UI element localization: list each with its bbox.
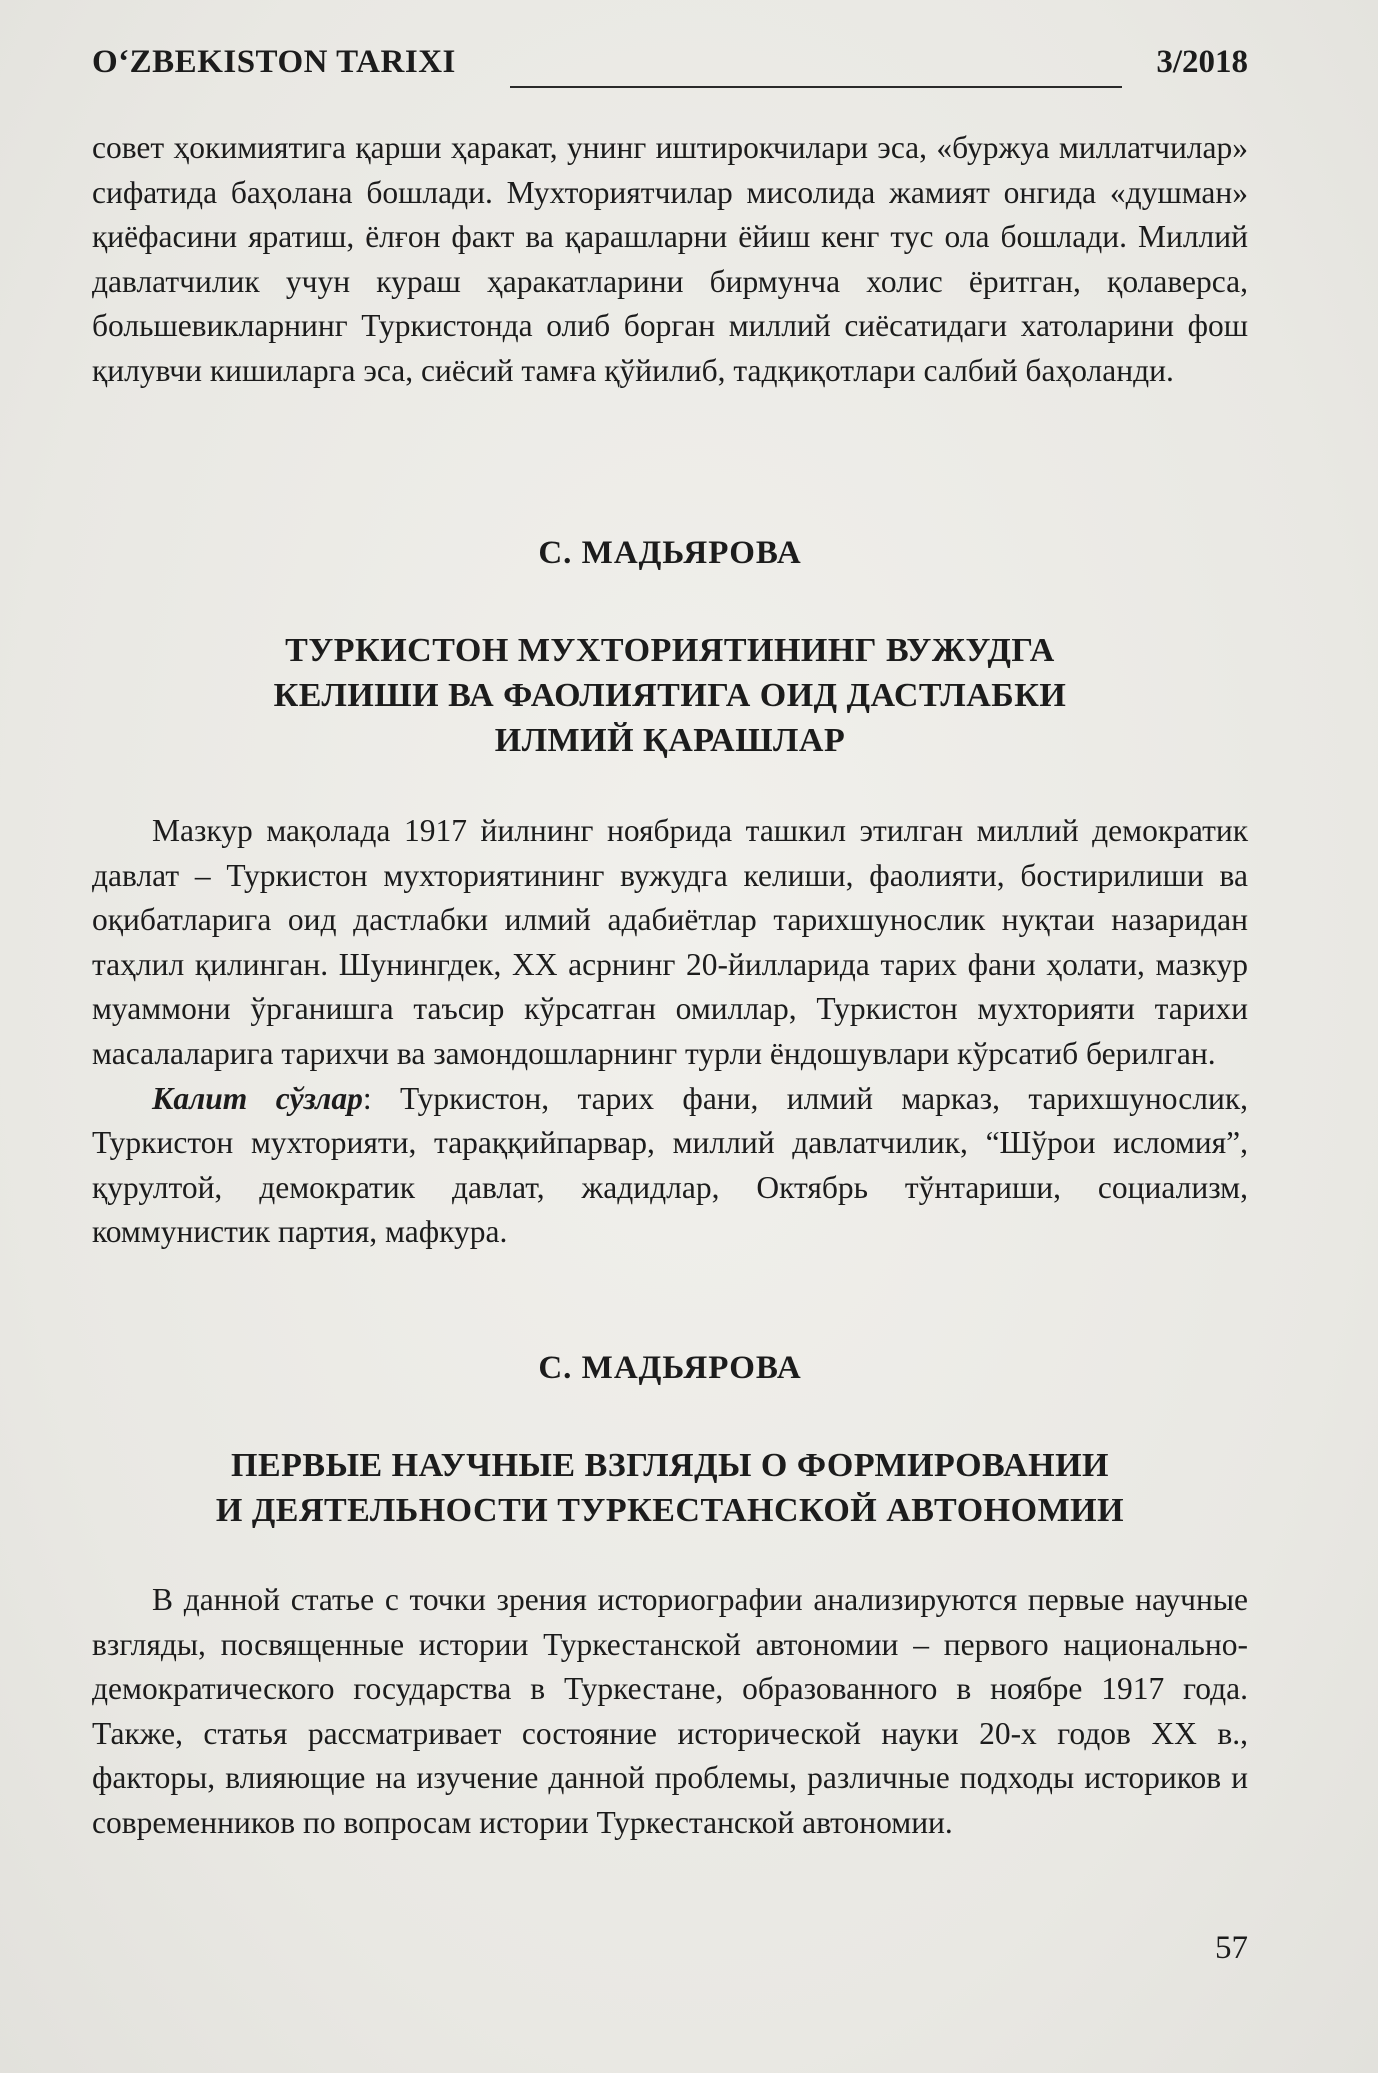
intro-paragraph: совет ҳокимиятига қарши ҳаракат, унинг иштирокчилари эса, «буржуа миллатчилар» сифатида баҳолана бошлади. Мухториятчилар мисолида жамият онгида «душман» қиёфасини яратиш, ёлғон факт ва қарашларни ёйиш кенг тус ола бошлади. Миллий давлатчилик учун кураш ҳаракатларини бирмунча холис ёритган, қолаверса, большевикларнинг Туркистонда олиб борган миллий сиёсатидаги хатоларини фош қилувчи кишиларга эса, сиёсий тамға қўйилиб, тадқиқотлари салбий баҳоланди. <box>92 130 1248 388</box>
keywords-label: Калит сўзлар <box>152 1080 363 1116</box>
journal-title: O‘ZBEKISTON TARIXI <box>92 44 456 80</box>
ru-title-line: ПЕРВЫЕ НАУЧНЫЕ ВЗГЛЯДЫ О ФОРМИРОВАНИИ <box>231 1447 1109 1484</box>
uz-author: С. МАДЬЯРОВА <box>538 535 802 571</box>
issue-number: 3/2018 <box>1156 44 1248 80</box>
uz-title-line: ТУРКИСТОН МУХТОРИЯТИНИНГ ВУЖУДГА <box>285 632 1055 669</box>
page-number: 57 <box>1215 1930 1248 1966</box>
uz-keywords <box>92 1077 1248 1255</box>
ru-title <box>92 1443 1248 1533</box>
uz-title <box>92 628 1248 763</box>
ru-abstract: В данной статье с точки зрения историографии анализируются первые научные взгляды, посвященные истории Туркестанской автономии – первого национально-демократического государства в Туркестане, образованного в ноябре 1917 года. Также, статья рассматривает состояние исторической науки 20-х годов XX в., факторы, влияющие на изучение данной проблемы, различные подходы историков и современников по вопросам истории Туркестанской автономии. <box>92 1582 1248 1840</box>
uz-title-line: КЕЛИШИ ВА ФАОЛИЯТИГА ОИД ДАСТЛАБКИ <box>273 677 1067 714</box>
running-header <box>92 44 1248 94</box>
uz-abstract: Мазкур мақолада 1917 йилнинг ноябрида ташкил этилган миллий демократик давлат – Туркистон мухториятининг вужудга келиши, фаолияти, бостирилиши ва оқибатларига оид дастлабки илмий адабиётлар тарихшунослик нуқтаи назаридан таҳлил қилинган. Шунингдек, XX асрнинг 20-йилларида тарих фани ҳолати, мазкур муаммони ўрганишга таъсир кўрсатган омиллар, Туркистон мухторияти тарихи масалаларига тарихчи ва замондошларнинг турли ёндошувлари кўрсатиб берилган. <box>92 813 1248 1071</box>
ru-author: С. МАДЬЯРОВА <box>538 1350 802 1386</box>
ru-title-line: И ДЕЯТЕЛЬНОСТИ ТУРКЕСТАНСКОЙ АВТОНОМИИ <box>215 1492 1125 1529</box>
uz-abstract-block <box>92 809 1248 1255</box>
ru-abstract-block <box>92 1578 1248 1846</box>
header-rule <box>510 86 1122 88</box>
keywords-list: : Туркистон, тарих фани, илмий марказ, тарихшунослик, Туркистон мухторияти, тараққийпарвар, миллий давлатчилик, “Шўрои исломия”, қурултой, демократик давлат, жадидлар, Октябрь тўнтариши, социализм, коммунистик партия, мафкура. <box>92 1080 1248 1250</box>
intro-text <box>92 126 1248 394</box>
uz-title-line: ИЛМИЙ ҚАРАШЛАР <box>494 722 846 759</box>
